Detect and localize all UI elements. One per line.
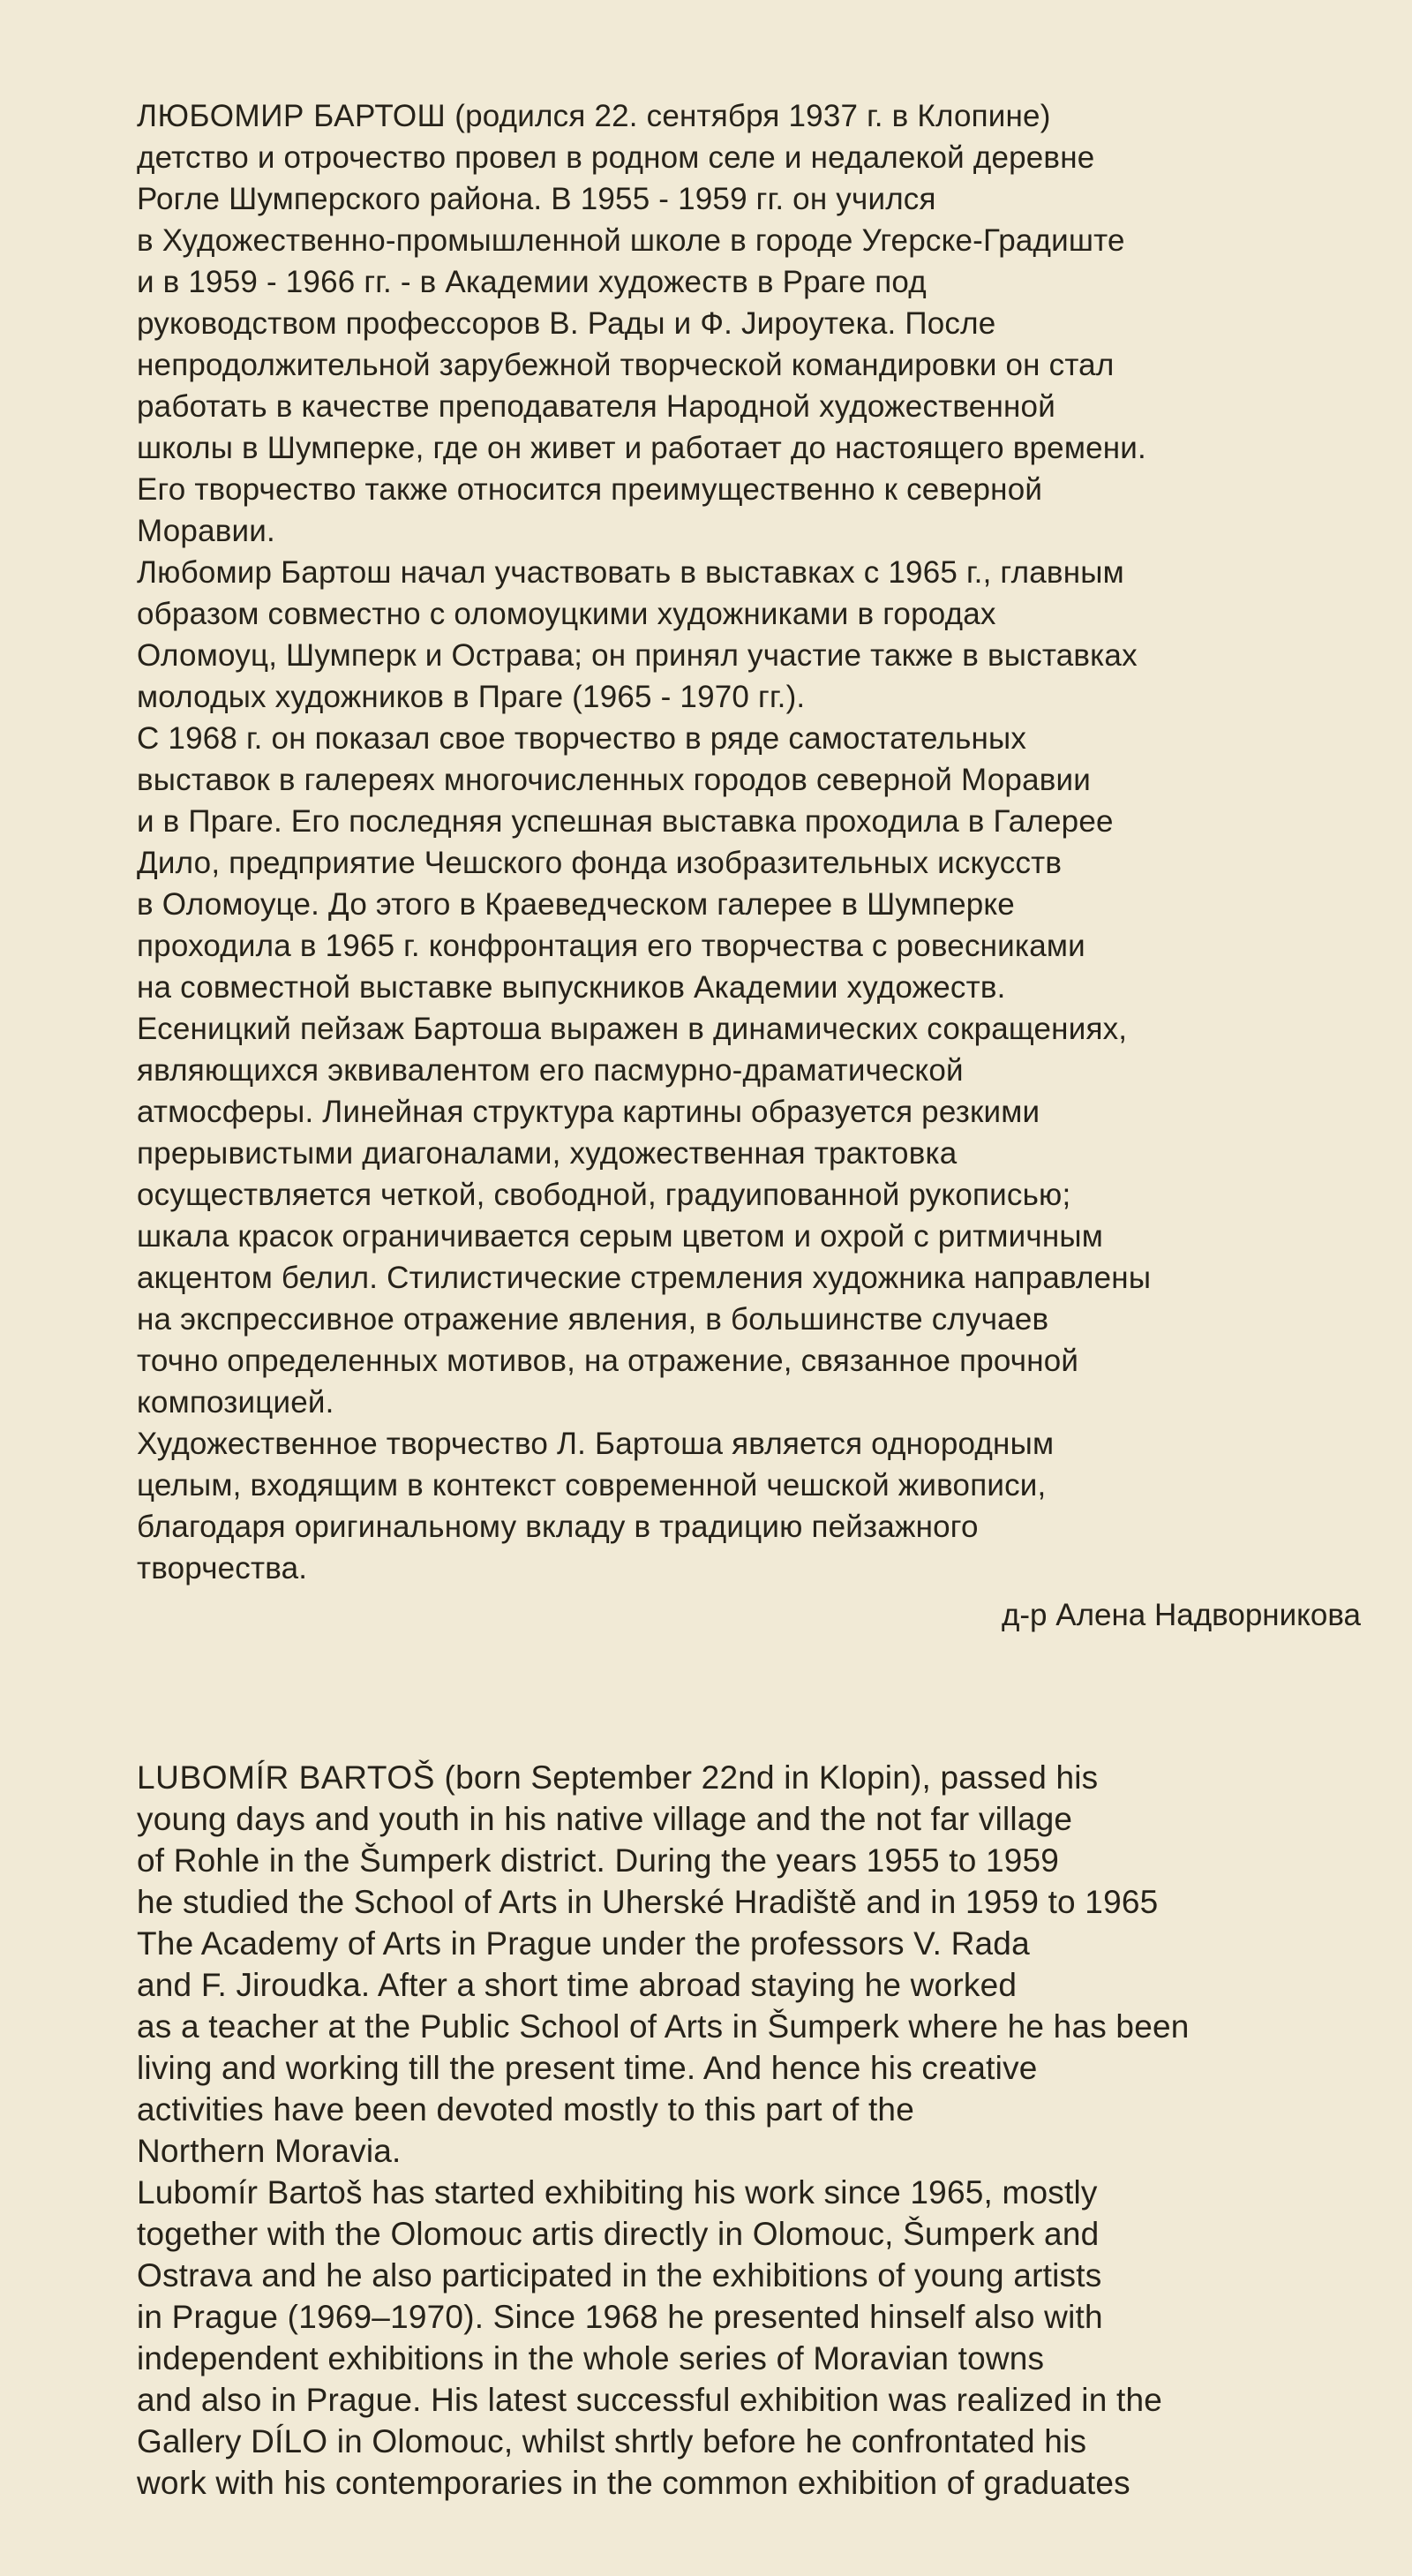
- text-line: Его творчество также относится преимущественно к северной: [137, 472, 1043, 507]
- text-line: шкала красок ограничивается серым цветом и охрой с ритмичным: [137, 1219, 1104, 1254]
- text-line: выставок в галереях многочисленных городов северной Моравии: [137, 763, 1092, 797]
- text-line: в Оломоуце. До этого в Краеведческом галерее в Шумперке: [137, 887, 1015, 922]
- text-line: детство и отрочество провел в родном селе и недалекой деревне: [137, 140, 1095, 175]
- text-line: являющихся эквивалентом его пасмурно-драматической: [137, 1053, 964, 1088]
- text-line: и в Праге. Его последняя успешная выставка проходила в Галерее: [137, 804, 1114, 839]
- text-line: Gallery DÍLO in Olomouc, whilst shrtly before he confrontated his: [137, 2423, 1087, 2459]
- text-line: школы в Шумперке, где он живет и работает до настоящего времени.: [137, 431, 1146, 465]
- section-heading: LUBOMÍR BARTOŠ: [137, 1759, 436, 1796]
- text-line: Дило, предприятие Чешского фонда изобразительных искусств: [137, 846, 1063, 880]
- text-line: young days and youth in his native village and the not far village: [137, 1801, 1073, 1837]
- section-heading: ЛЮБОМИР БАРТОШ: [137, 99, 447, 133]
- text-line: Художественное творчество Л. Бартоша является однородным: [137, 1427, 1055, 1461]
- text-line: благодаря оригинальному вкладу в традицию пейзажного: [137, 1510, 979, 1544]
- text-line: [137, 95, 1370, 137]
- text-line: точно определенных мотивов, на отражение, связанное прочной: [137, 1344, 1079, 1378]
- text-line: Любомир Бартош начал участвовать в выставках с 1965 г., главным: [137, 555, 1124, 590]
- author-signature: д-р Алена Надворникова: [1001, 1598, 1361, 1632]
- text-line: and F. Jiroudka. After a short time abroad staying he worked: [137, 1967, 1018, 2003]
- text-line: руководством профессоров В. Рады и Ф. Јироутека. После: [137, 306, 996, 341]
- text-line: в Художественно-промышленной школе в городе Угерске-Градиште: [137, 223, 1125, 258]
- text-line: творчества.: [137, 1551, 308, 1586]
- text-line: of Rohle in the Šumperk district. During the years 1955 to 1959: [137, 1842, 1060, 1879]
- text-line: activities have been devoted mostly to this part of the: [137, 2091, 914, 2128]
- text-line: Рогле Шумперского района. В 1955 - 1959 гг. он учился: [137, 182, 936, 216]
- text-line: independent exhibitions in the whole series of Moravian towns: [137, 2340, 1045, 2376]
- text-line: композицией.: [137, 1385, 334, 1420]
- text-line: на совместной выставке выпускников Академии художеств.: [137, 970, 1006, 1005]
- text-line: as a teacher at the Public School of Arts in Šumperk where he has been: [137, 2008, 1190, 2045]
- text-line: work with his contemporaries in the common exhibition of graduates: [137, 2465, 1130, 2501]
- text-line: целым, входящим в контекст современной чешской живописи,: [137, 1468, 1047, 1503]
- text-line: The Academy of Arts in Prague under the professors V. Rada: [137, 1925, 1030, 1962]
- text-line: проходила в 1965 г. конфронтация его творчества с ровесниками: [137, 929, 1085, 963]
- text-line: in Prague (1969–1970). Since 1968 he presented hinself also with: [137, 2299, 1103, 2335]
- text-line: С 1968 г. он показал свое творчество в ряде самостательных: [137, 721, 1027, 756]
- text-line: и в 1959 - 1966 гг. - в Академии художеств в Рраге под: [137, 265, 927, 299]
- text-line: на экспрессивное отражение явления, в большинстве случаев: [137, 1302, 1049, 1337]
- text-line: Lubomír Bartoš has started exhibiting his work since 1965, mostly: [137, 2174, 1098, 2211]
- text-line: работать в качестве преподавателя Народной художественной: [137, 389, 1055, 424]
- text-line: образом совместно с оломоуцкими художниками в городах: [137, 597, 996, 631]
- text-line: [137, 1757, 1370, 1798]
- text-line: Моравии.: [137, 514, 275, 548]
- text-line: акцентом белил. Стилистические стремления художника направлены: [137, 1261, 1152, 1295]
- text-line: he studied the School of Arts in Uherské Hradiště and in 1959 to 1965: [137, 1884, 1159, 1920]
- text-line: молодых художников в Праге (1965 - 1970 гг.).: [137, 680, 806, 714]
- text-line: Оломоуц, Шумперк и Острава; он принял участие также в выставках: [137, 638, 1138, 673]
- text-line: прерывистыми диагоналами, художественная трактовка: [137, 1136, 958, 1171]
- heading-continuation: (родился 22. сентября 1937 г. в Клопине): [446, 99, 1051, 133]
- text-line: Northern Moravia.: [137, 2133, 402, 2169]
- text-line: and also in Prague. His latest successful exhibition was realized in the: [137, 2382, 1163, 2418]
- english-text-section: [137, 1757, 1370, 2504]
- heading-continuation: (born September 22nd in Klopin), passed his: [435, 1759, 1099, 1796]
- text-line: together with the Olomouc artis directly in Olomouc, Šumperk and: [137, 2216, 1100, 2252]
- text-line: Ostrava and he also participated in the exhibitions of young artists: [137, 2257, 1102, 2294]
- text-line: Есеницкий пейзаж Бартоша выражен в динамических сокращениях,: [137, 1012, 1128, 1046]
- text-line: непродолжительной зарубежной творческой командировки он стал: [137, 348, 1115, 382]
- russian-text-section: [137, 95, 1370, 1636]
- text-line: living and working till the present time. And hence his creative: [137, 2050, 1038, 2086]
- text-line: осуществляется четкой, свободной, градуипованной рукописью;: [137, 1178, 1071, 1212]
- text-line: атмосферы. Линейная структура картины образуется резкими: [137, 1095, 1040, 1129]
